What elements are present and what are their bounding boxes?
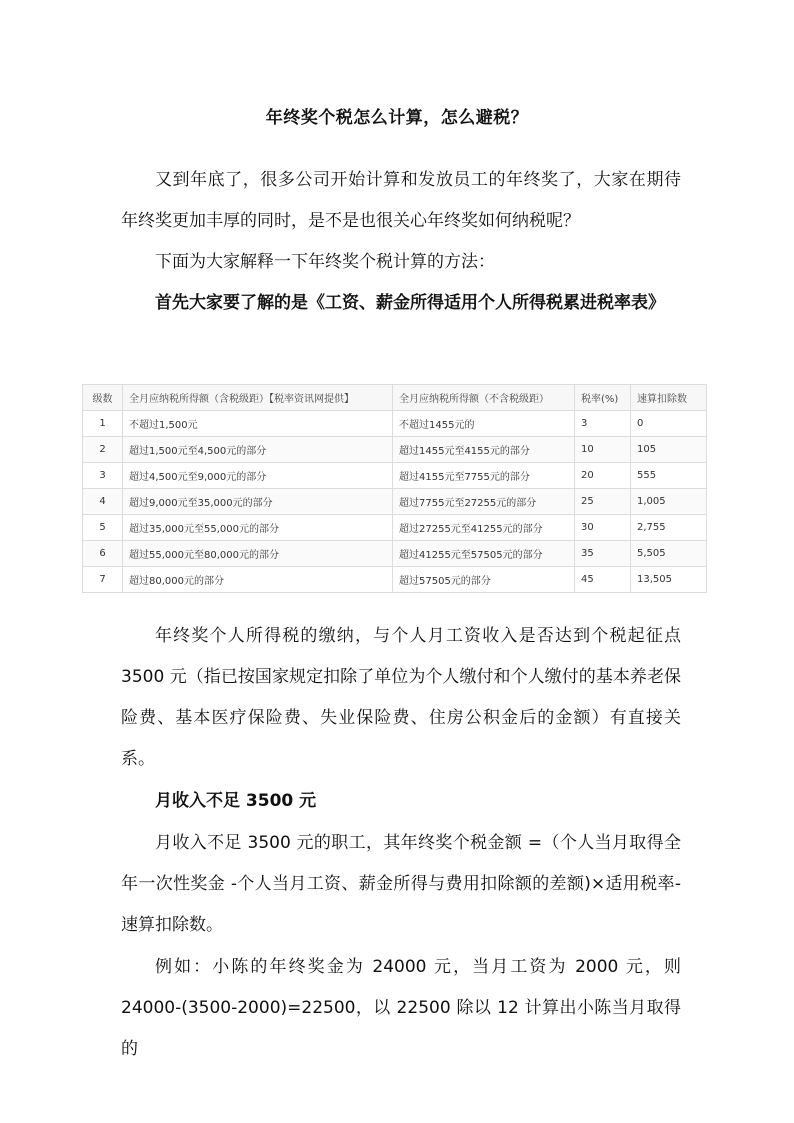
cell-rate: 25 — [575, 489, 631, 515]
cell-range-excl: 超过57505元的部分 — [393, 567, 575, 593]
table-row — [83, 463, 707, 489]
cell-level: 1 — [83, 411, 123, 437]
cell-deduction: 105 — [631, 437, 707, 463]
table-row — [83, 515, 707, 541]
cell-level: 2 — [83, 437, 123, 463]
section-heading: 月收入不足 3500 元 — [155, 791, 317, 811]
table-row — [83, 411, 707, 437]
table-row — [83, 541, 707, 567]
cell-range-excl: 超过7755元至27255元的部分 — [393, 489, 575, 515]
cell-deduction: 0 — [631, 411, 707, 437]
cell-range-incl: 超过35,000元至55,000元的部分 — [123, 515, 393, 541]
cell-level: 5 — [83, 515, 123, 541]
cell-range-incl: 超过4,500元至9,000元的部分 — [123, 463, 393, 489]
document-title: 年终奖个税怎么计算，怎么避税？ — [265, 108, 529, 128]
cell-rate: 20 — [575, 463, 631, 489]
cell-rate: 45 — [575, 567, 631, 593]
cell-range-excl: 不超过1455元的 — [393, 411, 575, 437]
cell-level: 7 — [83, 567, 123, 593]
cell-range-incl: 超过9,000元至35,000元的部分 — [123, 489, 393, 515]
cell-level: 6 — [83, 541, 123, 567]
cell-deduction: 5,505 — [631, 541, 707, 567]
cell-range-incl: 超过1,500元至4,500元的部分 — [123, 437, 393, 463]
cell-deduction: 2,755 — [631, 515, 707, 541]
threshold-paragraph: 年终奖个人所得税的缴纳，与个人月工资收入是否达到个税起征点 3500 元（指已按国家规定扣除了单位为个人缴付和个人缴付的基本养老保险费、基本医疗保险费、失业保险费、住房公积金后的金额）有直接关系。 — [121, 626, 681, 769]
cell-deduction: 1,005 — [631, 489, 707, 515]
cell-deduction: 13,505 — [631, 567, 707, 593]
cell-range-excl: 超过1455元至4155元的部分 — [393, 437, 575, 463]
cell-range-excl: 超过41255元至57505元的部分 — [393, 541, 575, 567]
tax-table-intro-paragraph: 首先大家要了解的是《工资、薪金所得适用个人所得税累进税率表》 — [155, 293, 665, 313]
table-row — [83, 489, 707, 515]
header-level: 级数 — [83, 385, 123, 411]
table-row — [83, 567, 707, 593]
table-row — [83, 437, 707, 463]
header-taxable-income-incl: 全月应纳税所得额（含税级距）【税率资讯网提供】 — [123, 385, 393, 411]
method-intro-paragraph: 下面为大家解释一下年终奖个税计算的方法： — [155, 252, 495, 272]
cell-range-incl: 超过80,000元的部分 — [123, 567, 393, 593]
cell-rate: 35 — [575, 541, 631, 567]
header-taxable-income-excl: 全月应纳税所得额（不含税级距） — [393, 385, 575, 411]
cell-deduction: 555 — [631, 463, 707, 489]
header-quick-deduction: 速算扣除数 — [631, 385, 707, 411]
cell-rate: 3 — [575, 411, 631, 437]
cell-range-excl: 超过27255元至41255元的部分 — [393, 515, 575, 541]
cell-range-incl: 超过55,000元至80,000元的部分 — [123, 541, 393, 567]
cell-range-incl: 不超过1,500元 — [123, 411, 393, 437]
cell-level: 3 — [83, 463, 123, 489]
cell-rate: 10 — [575, 437, 631, 463]
header-tax-rate: 税率(%) — [575, 385, 631, 411]
cell-rate: 30 — [575, 515, 631, 541]
cell-level: 4 — [83, 489, 123, 515]
cell-range-excl: 超过4155元至7755元的部分 — [393, 463, 575, 489]
intro-paragraph: 又到年底了，很多公司开始计算和发放员工的年终奖了，大家在期待年终奖更加丰厚的同时，是不是也很关心年终奖如何纳税呢？ — [121, 170, 681, 231]
table-header-row — [83, 385, 707, 411]
formula-paragraph: 月收入不足 3500 元的职工，其年终奖个税金额 =（个人当月取得全年一次性奖金 -个人当月工资、薪金所得与费用扣除额的差额)×适用税率-速算扣除数。 — [121, 833, 681, 935]
tax-rate-table — [82, 384, 707, 593]
example-paragraph: 例如：小陈的年终奖金为 24000 元，当月工资为 2000 元，则 24000-(3500-2000)=22500，以 22500 除以 12 计算出小陈当月取得的 — [121, 957, 681, 1059]
